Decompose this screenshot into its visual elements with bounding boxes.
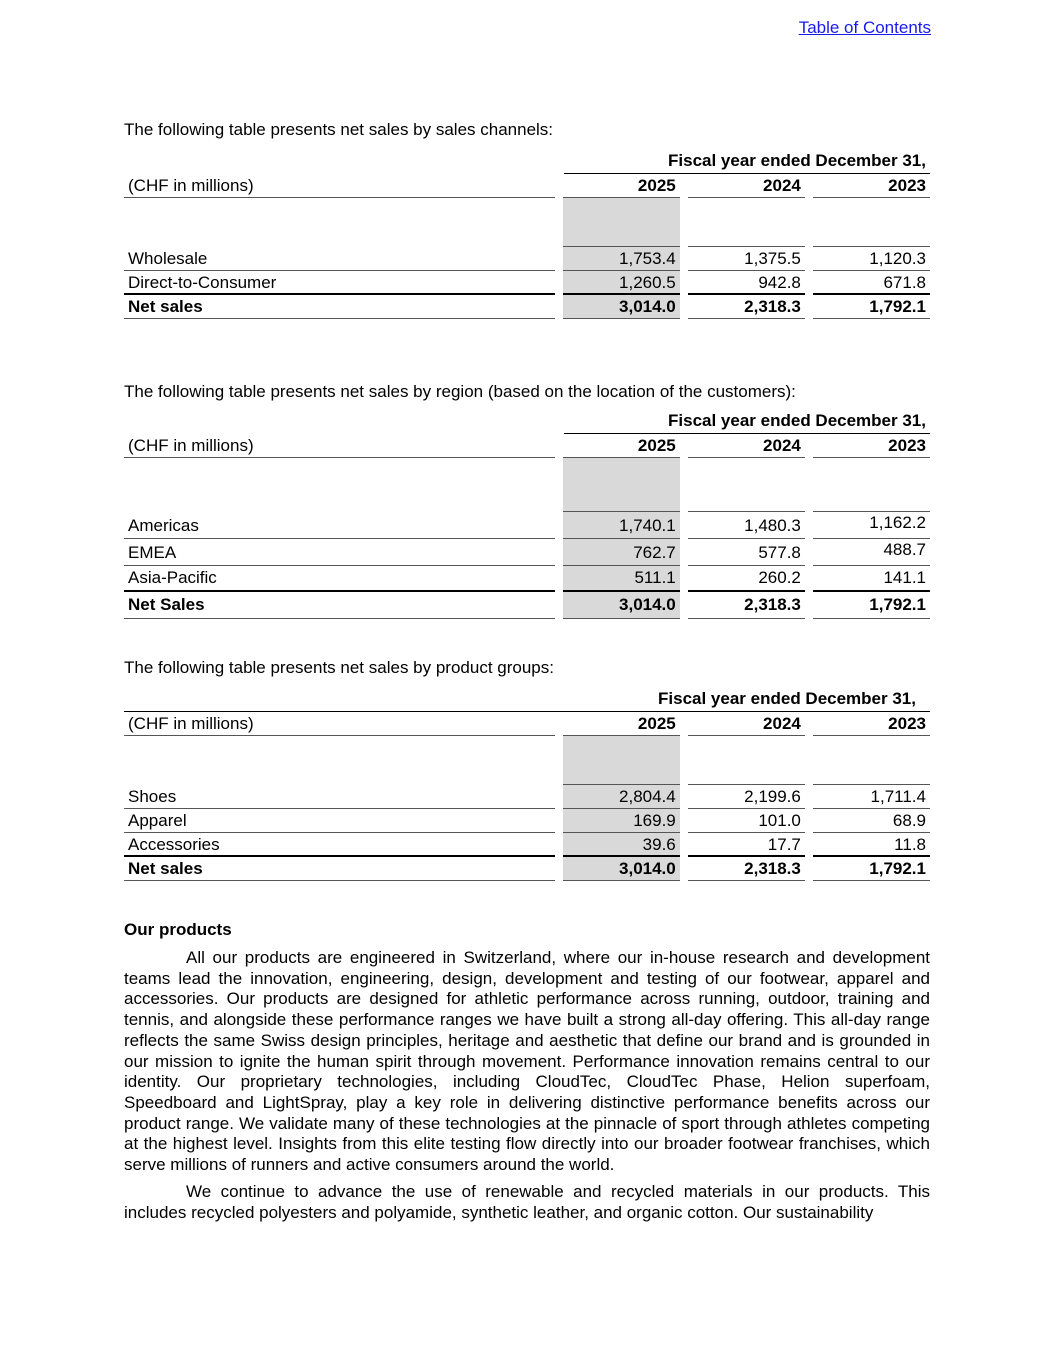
table-intro-sales-channels: The following table presents net sales by sales channels: xyxy=(124,120,554,139)
net-sales-by-region-table xyxy=(124,410,930,619)
table-row xyxy=(124,247,930,271)
value-2024: 2,199.6 xyxy=(688,785,805,809)
unit-label: (CHF in millions) xyxy=(124,434,555,458)
value-2024: 1,480.3 xyxy=(688,512,805,539)
unit-label: (CHF in millions) xyxy=(124,712,555,736)
total-2025: 3,014.0 xyxy=(563,295,680,319)
year-header: 2023 xyxy=(813,434,930,458)
total-row xyxy=(124,592,930,619)
table-row xyxy=(124,512,930,539)
row-label: EMEA xyxy=(124,539,555,566)
fiscal-year-label: Fiscal year ended December 31, xyxy=(668,151,926,170)
year-header: 2025 xyxy=(563,434,680,458)
total-2025: 3,014.0 xyxy=(563,857,680,881)
year-header: 2025 xyxy=(563,174,680,198)
value-2023: 1,711.4 xyxy=(813,785,930,809)
section-title-our-products: Our products xyxy=(124,920,232,939)
total-2025: 3,014.0 xyxy=(563,592,680,619)
value-2024: 101.0 xyxy=(688,809,805,833)
year-header: 2025 xyxy=(563,712,680,736)
value-2025: 1,260.5 xyxy=(563,271,680,295)
table-row xyxy=(124,271,930,295)
value-2023: 141.1 xyxy=(813,566,930,592)
value-2025: 169.9 xyxy=(563,809,680,833)
total-label: Net sales xyxy=(124,295,555,319)
row-label: Americas xyxy=(124,512,555,539)
value-2024: 260.2 xyxy=(688,566,805,592)
value-2025: 762.7 xyxy=(563,539,680,566)
value-2023: 11.8 xyxy=(813,833,930,857)
row-label: Direct-to-Consumer xyxy=(124,271,555,295)
table-intro-product-groups: The following table presents net sales by product groups: xyxy=(124,658,554,677)
year-header: 2024 xyxy=(688,434,805,458)
year-header: 2023 xyxy=(813,174,930,198)
total-2023: 1,792.1 xyxy=(813,592,930,619)
products-paragraph: We continue to advance the use of renewable and recycled materials in our products. This includes recycled polyesters and polyamide, synthetic leather, and organic cotton. Our sustainability xyxy=(124,1182,930,1222)
value-2023: 671.8 xyxy=(813,271,930,295)
value-2025: 2,804.4 xyxy=(563,785,680,809)
row-label: Shoes xyxy=(124,785,555,809)
table-row xyxy=(124,809,930,833)
net-sales-by-channel-table xyxy=(124,150,930,319)
total-label: Net Sales xyxy=(124,592,555,619)
value-2024: 1,375.5 xyxy=(688,247,805,271)
table-of-contents-link[interactable]: Table of Contents xyxy=(798,18,931,37)
year-header: 2024 xyxy=(688,712,805,736)
value-2023: 68.9 xyxy=(813,809,930,833)
value-2024: 17.7 xyxy=(688,833,805,857)
table-row xyxy=(124,539,930,566)
value-2025: 39.6 xyxy=(563,833,680,857)
products-paragraph: All our products are engineered in Switzerland, where our in-house research and development teams lead the innovation, engineering, design, development and testing of our footwear, apparel and accessories. Our products are designed for athletic performance across running, outdoor, training and tennis, and alongside these performance ranges we have built a strong all-day offering. This all-day range reflects the same Swiss design principles, heritage and aesthetic that define our brand and is grounded in our mission to ignite the human spirit through movement. Performance innovation remains central to our identity. Our proprietary technologies, including CloudTec, CloudTec Phase, Helion superfoam, Speedboard and LightSpray, play a key role in delivering distinctive performance benefits across our product range. We validate many of these technologies at the pinnacle of sport through athletes competing at the highest level. Insights from this elite testing flow directly into our broader footwear franchises, which serve millions of runners and active consumers around the world. xyxy=(124,948,930,1175)
row-label: Wholesale xyxy=(124,247,555,271)
fiscal-year-label: Fiscal year ended December 31, xyxy=(658,689,916,708)
net-sales-by-product-table xyxy=(124,688,930,881)
year-header: 2024 xyxy=(688,174,805,198)
value-2025: 511.1 xyxy=(563,566,680,592)
total-label: Net sales xyxy=(124,857,555,881)
fiscal-year-label: Fiscal year ended December 31, xyxy=(668,411,926,430)
row-label: Asia-Pacific xyxy=(124,566,555,592)
table-row xyxy=(124,566,930,592)
value-2024: 577.8 xyxy=(688,539,805,566)
table-row xyxy=(124,833,930,857)
total-2023: 1,792.1 xyxy=(813,857,930,881)
total-row xyxy=(124,295,930,319)
value-2023: 488.7 xyxy=(813,539,930,566)
value-2023: 1,120.3 xyxy=(813,247,930,271)
row-label: Apparel xyxy=(124,809,555,833)
value-2025: 1,753.4 xyxy=(563,247,680,271)
unit-label: (CHF in millions) xyxy=(124,174,555,198)
total-2024: 2,318.3 xyxy=(688,857,805,881)
row-label: Accessories xyxy=(124,833,555,857)
table-row xyxy=(124,785,930,809)
total-2024: 2,318.3 xyxy=(688,295,805,319)
total-2024: 2,318.3 xyxy=(688,592,805,619)
value-2024: 942.8 xyxy=(688,271,805,295)
value-2023: 1,162.2 xyxy=(813,512,930,539)
value-2025: 1,740.1 xyxy=(563,512,680,539)
total-2023: 1,792.1 xyxy=(813,295,930,319)
year-header: 2023 xyxy=(813,712,930,736)
total-row xyxy=(124,857,930,881)
table-intro-region: The following table presents net sales by region (based on the location of the customers): xyxy=(124,382,796,401)
